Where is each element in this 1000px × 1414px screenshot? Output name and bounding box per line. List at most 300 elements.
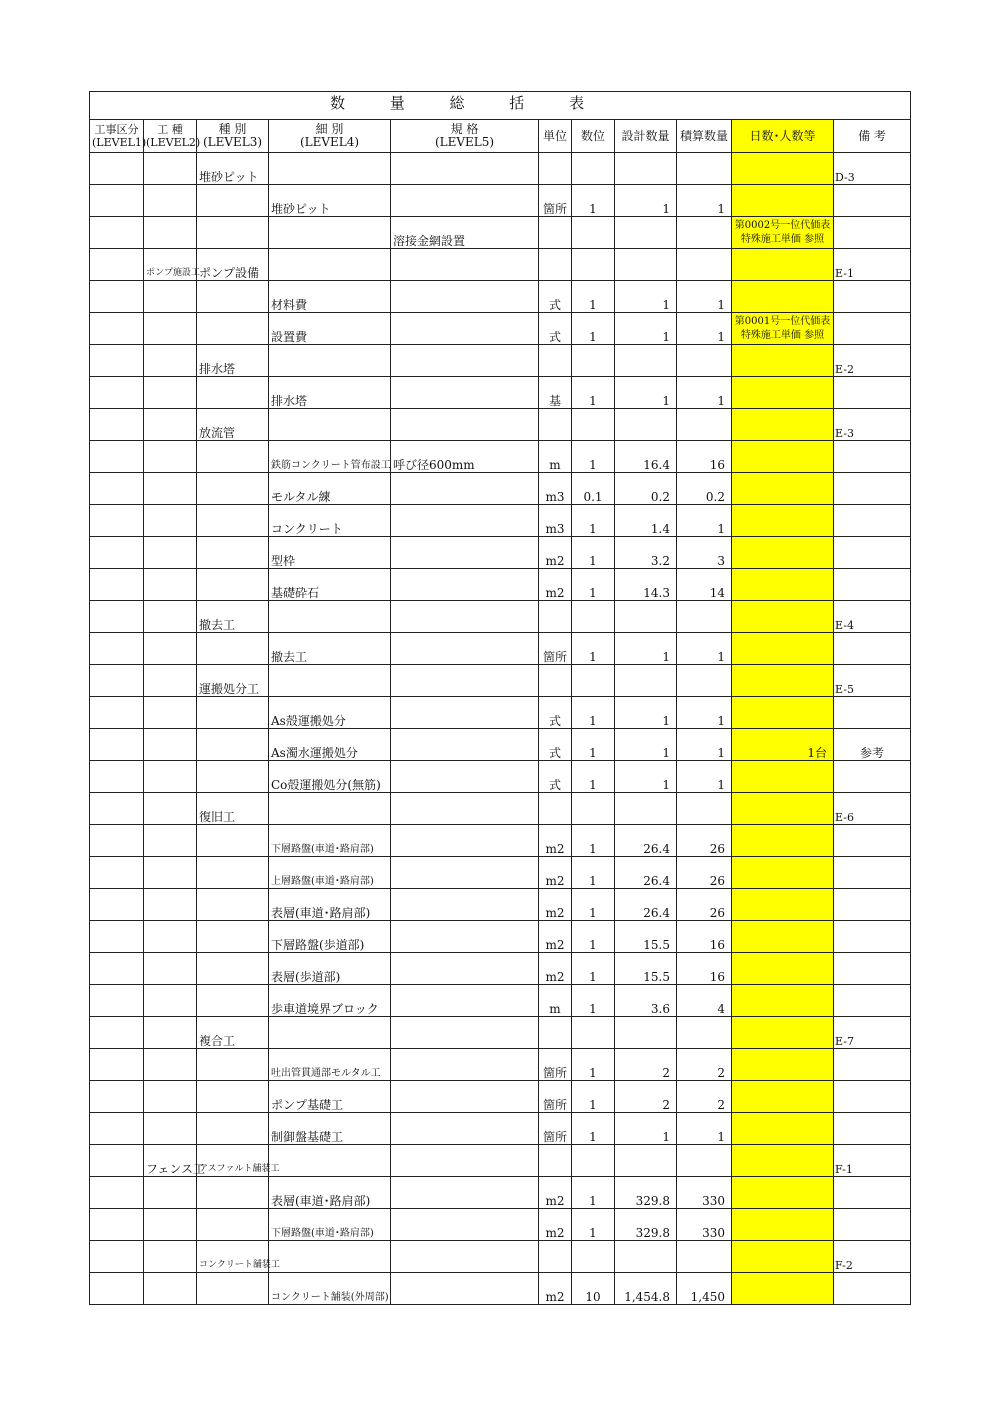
- cell-design-qty: 1: [615, 761, 677, 793]
- cell-unit: m3: [539, 473, 572, 505]
- cell-level3: 排水塔: [197, 345, 269, 377]
- cell-level4: 基礎砕石: [269, 569, 391, 601]
- table-row: [90, 1209, 911, 1241]
- cell-days: [732, 1177, 834, 1209]
- header-estimate-qty: 積算数量: [677, 120, 732, 153]
- cell-estimate-qty: [677, 345, 732, 377]
- cell-estimate-qty: 1: [677, 729, 732, 761]
- cell-count: [572, 1145, 615, 1177]
- cell-days: [732, 1145, 834, 1177]
- cell-design-qty: 3.2: [615, 537, 677, 569]
- cell-level4: 撤去工: [269, 633, 391, 665]
- cell-level4: 表層(車道･路肩部): [269, 1177, 391, 1209]
- cell-unit: [539, 601, 572, 633]
- cell-design-qty: 15.5: [615, 921, 677, 953]
- cell-level3: [197, 505, 269, 537]
- table-row: [90, 569, 911, 601]
- cell-level5: [391, 345, 539, 377]
- cell-level1: [90, 665, 144, 697]
- cell-level2: [144, 1209, 197, 1241]
- cell-unit: 箇所: [539, 1081, 572, 1113]
- cell-level4: 表層(車道･路肩部): [269, 889, 391, 921]
- cell-count: 1: [572, 505, 615, 537]
- cell-unit: m2: [539, 921, 572, 953]
- note-line-1: 第0002号一位代価表: [734, 219, 831, 231]
- cell-count: 1: [572, 697, 615, 729]
- cell-estimate-qty: 1: [677, 313, 732, 345]
- cell-level2: [144, 153, 197, 185]
- cell-estimate-qty: 26: [677, 889, 732, 921]
- cell-remarks: [834, 377, 911, 409]
- table-row: [90, 633, 911, 665]
- cell-unit: m2: [539, 825, 572, 857]
- cell-count: 0.1: [572, 473, 615, 505]
- cell-level1: [90, 281, 144, 313]
- cell-design-qty: 1: [615, 313, 677, 345]
- cell-design-qty: [615, 793, 677, 825]
- cell-level4: [269, 665, 391, 697]
- cell-level3: [197, 281, 269, 313]
- cell-design-qty: 2: [615, 1049, 677, 1081]
- cell-level3: [197, 1209, 269, 1241]
- cell-level5: [391, 185, 539, 217]
- cell-estimate-qty: 14: [677, 569, 732, 601]
- cell-unit: 式: [539, 761, 572, 793]
- cell-estimate-qty: 4: [677, 985, 732, 1017]
- cell-estimate-qty: [677, 1145, 732, 1177]
- cell-level3: コンクリート舗装工: [197, 1241, 269, 1273]
- cell-level2: [144, 857, 197, 889]
- cell-design-qty: [615, 345, 677, 377]
- cell-design-qty: 1: [615, 697, 677, 729]
- cell-level1: [90, 537, 144, 569]
- cell-level5: [391, 1081, 539, 1113]
- cell-design-qty: 1,454.8: [615, 1273, 677, 1305]
- cell-level5: [391, 1177, 539, 1209]
- table-row: [90, 409, 911, 441]
- cell-level1: [90, 409, 144, 441]
- cell-count: 1: [572, 985, 615, 1017]
- table-row: [90, 985, 911, 1017]
- cell-level3: [197, 217, 269, 249]
- cell-level2: [144, 409, 197, 441]
- table-row: [90, 153, 911, 185]
- table-row: [90, 1145, 911, 1177]
- cell-level3: [197, 985, 269, 1017]
- cell-level1: [90, 761, 144, 793]
- cell-unit: [539, 1017, 572, 1049]
- cell-remarks: [834, 633, 911, 665]
- cell-level5: [391, 953, 539, 985]
- cell-estimate-qty: 26: [677, 857, 732, 889]
- cell-design-qty: 14.3: [615, 569, 677, 601]
- cell-design-qty: 1: [615, 281, 677, 313]
- cell-level5: [391, 505, 539, 537]
- cell-level1: [90, 1241, 144, 1273]
- cell-count: 1: [572, 281, 615, 313]
- cell-level1: [90, 1017, 144, 1049]
- cell-level4: [269, 345, 391, 377]
- cell-level2: [144, 825, 197, 857]
- cell-count: 10: [572, 1273, 615, 1305]
- cell-level1: [90, 601, 144, 633]
- cell-days: [732, 921, 834, 953]
- table-row: [90, 601, 911, 633]
- cell-remarks: [834, 953, 911, 985]
- cell-level5: [391, 697, 539, 729]
- cell-unit: 箇所: [539, 1113, 572, 1145]
- cell-level1: [90, 697, 144, 729]
- cell-unit: m3: [539, 505, 572, 537]
- cell-unit: 箇所: [539, 633, 572, 665]
- cell-level3: [197, 697, 269, 729]
- cell-level1: [90, 345, 144, 377]
- cell-level4: [269, 1017, 391, 1049]
- cell-unit: 式: [539, 729, 572, 761]
- cell-count: [572, 345, 615, 377]
- cell-level2: [144, 793, 197, 825]
- cell-count: [572, 249, 615, 281]
- table-row: [90, 249, 911, 281]
- cell-level2: [144, 1113, 197, 1145]
- cell-design-qty: 329.8: [615, 1209, 677, 1241]
- cell-level5: [391, 1049, 539, 1081]
- cell-level4: 設置費: [269, 313, 391, 345]
- cell-level3: [197, 313, 269, 345]
- cell-level3: [197, 1177, 269, 1209]
- cell-level5: [391, 921, 539, 953]
- cell-days: [732, 281, 834, 313]
- cell-level3: [197, 825, 269, 857]
- cell-level3: [197, 857, 269, 889]
- cell-estimate-qty: [677, 601, 732, 633]
- cell-level2: [144, 345, 197, 377]
- cell-remarks: [834, 281, 911, 313]
- cell-estimate-qty: 16: [677, 921, 732, 953]
- cell-days: [732, 857, 834, 889]
- cell-days: [732, 185, 834, 217]
- cell-design-qty: [615, 1241, 677, 1273]
- cell-estimate-qty: 1: [677, 505, 732, 537]
- header-row: [90, 120, 911, 153]
- cell-estimate-qty: 3: [677, 537, 732, 569]
- cell-level4: 排水塔: [269, 377, 391, 409]
- cell-unit: [539, 249, 572, 281]
- cell-estimate-qty: 330: [677, 1177, 732, 1209]
- header-level1: 工事区分 (LEVEL1): [90, 120, 144, 153]
- cell-count: 1: [572, 185, 615, 217]
- cell-estimate-qty: [677, 793, 732, 825]
- cell-estimate-qty: [677, 249, 732, 281]
- cell-level1: [90, 313, 144, 345]
- cell-remarks: F-1: [834, 1145, 911, 1177]
- cell-estimate-qty: [677, 409, 732, 441]
- cell-level3: アスファルト舗装工: [197, 1145, 269, 1177]
- cell-unit: m2: [539, 537, 572, 569]
- table-row: [90, 1017, 911, 1049]
- cell-level4: As殻運搬処分: [269, 697, 391, 729]
- cell-count: 1: [572, 729, 615, 761]
- cell-level5: [391, 249, 539, 281]
- table-row: [90, 505, 911, 537]
- cell-level5: [391, 633, 539, 665]
- table-row: [90, 889, 911, 921]
- table-row: [90, 1081, 911, 1113]
- table-row: [90, 697, 911, 729]
- cell-level5: [391, 377, 539, 409]
- cell-level1: [90, 377, 144, 409]
- cell-level3: [197, 729, 269, 761]
- cell-estimate-qty: [677, 1017, 732, 1049]
- cell-remarks: [834, 697, 911, 729]
- cell-level3: [197, 921, 269, 953]
- cell-design-qty: 26.4: [615, 889, 677, 921]
- cell-days: [732, 377, 834, 409]
- cell-level1: [90, 1145, 144, 1177]
- cell-unit: 箇所: [539, 185, 572, 217]
- cell-estimate-qty: 26: [677, 825, 732, 857]
- cell-remarks: [834, 441, 911, 473]
- cell-level1: [90, 473, 144, 505]
- cell-design-qty: 1: [615, 1113, 677, 1145]
- table-row: [90, 1241, 911, 1273]
- cell-level2: [144, 665, 197, 697]
- cell-remarks: [834, 537, 911, 569]
- cell-level5: [391, 889, 539, 921]
- cell-level2: [144, 889, 197, 921]
- table-row: [90, 217, 911, 249]
- cell-level1: [90, 217, 144, 249]
- quantity-summary-table: [89, 91, 911, 1305]
- cell-unit: 式: [539, 697, 572, 729]
- cell-design-qty: 1: [615, 729, 677, 761]
- cell-unit: [539, 1241, 572, 1273]
- cell-level2: [144, 1017, 197, 1049]
- cell-level1: [90, 1081, 144, 1113]
- cell-level1: [90, 857, 144, 889]
- cell-days: [732, 1273, 834, 1305]
- cell-design-qty: 3.6: [615, 985, 677, 1017]
- cell-level3: [197, 537, 269, 569]
- cell-level5: [391, 601, 539, 633]
- cell-unit: [539, 409, 572, 441]
- cell-days: [732, 665, 834, 697]
- cell-level4: 下層路盤(歩道部): [269, 921, 391, 953]
- cell-level4: [269, 601, 391, 633]
- table-row: [90, 921, 911, 953]
- cell-level2: [144, 441, 197, 473]
- cell-remarks: [834, 217, 911, 249]
- cell-level3: 複合工: [197, 1017, 269, 1049]
- cell-level4: コンクリート: [269, 505, 391, 537]
- cell-estimate-qty: 2: [677, 1049, 732, 1081]
- note-line-1: 第0001号一位代価表: [734, 315, 831, 327]
- cell-design-qty: [615, 601, 677, 633]
- cell-level4: 上層路盤(車道･路肩部): [269, 857, 391, 889]
- cell-level3: [197, 1049, 269, 1081]
- cell-level5: [391, 825, 539, 857]
- header-days: 日数･人数等: [732, 120, 834, 153]
- cell-remarks: [834, 985, 911, 1017]
- header-count: 数位: [572, 120, 615, 153]
- cell-level4: モルタル練: [269, 473, 391, 505]
- cell-remarks: [834, 1113, 911, 1145]
- cell-remarks: [834, 857, 911, 889]
- cell-level5: [391, 857, 539, 889]
- cell-unit: m2: [539, 1209, 572, 1241]
- cell-count: 1: [572, 569, 615, 601]
- cell-count: 1: [572, 537, 615, 569]
- page-title: 数 量 総 括 表: [330, 94, 605, 112]
- table-row: [90, 473, 911, 505]
- cell-unit: m2: [539, 953, 572, 985]
- quantity-summary-sheet: [89, 91, 910, 1305]
- cell-days: [732, 889, 834, 921]
- cell-level4: [269, 409, 391, 441]
- cell-days: [732, 1081, 834, 1113]
- cell-unit: [539, 153, 572, 185]
- cell-estimate-qty: [677, 217, 732, 249]
- cell-count: 1: [572, 857, 615, 889]
- cell-remarks: F-2: [834, 1241, 911, 1273]
- header-remarks: 備 考: [834, 120, 911, 153]
- cell-count: [572, 1241, 615, 1273]
- cell-level2: [144, 601, 197, 633]
- cell-level2: [144, 1049, 197, 1081]
- cell-unit: [539, 793, 572, 825]
- cell-unit: m2: [539, 857, 572, 889]
- cell-level2: [144, 921, 197, 953]
- cell-level3: [197, 185, 269, 217]
- cell-remarks: E-7: [834, 1017, 911, 1049]
- cell-level5: [391, 793, 539, 825]
- cell-count: 1: [572, 761, 615, 793]
- cell-level3: [197, 953, 269, 985]
- cell-estimate-qty: 1,450: [677, 1273, 732, 1305]
- cell-level1: [90, 985, 144, 1017]
- cell-level4: 堆砂ピット: [269, 185, 391, 217]
- cell-level2: [144, 569, 197, 601]
- cell-days-note: [732, 217, 834, 249]
- cell-remarks: D-3: [834, 153, 911, 185]
- cell-level5: [391, 1273, 539, 1305]
- cell-level1: [90, 793, 144, 825]
- table-row: [90, 1177, 911, 1209]
- cell-level5: [391, 473, 539, 505]
- header-level2: 工 種 (LEVEL2): [144, 120, 197, 153]
- cell-remarks: E-2: [834, 345, 911, 377]
- cell-remarks: E-5: [834, 665, 911, 697]
- cell-level3: [197, 377, 269, 409]
- cell-count: 1: [572, 825, 615, 857]
- cell-days: [732, 1017, 834, 1049]
- cell-design-qty: 1: [615, 377, 677, 409]
- cell-estimate-qty: 1: [677, 281, 732, 313]
- cell-design-qty: 26.4: [615, 825, 677, 857]
- table-row: [90, 345, 911, 377]
- table-row: [90, 953, 911, 985]
- cell-level1: [90, 441, 144, 473]
- cell-unit: 基: [539, 377, 572, 409]
- cell-unit: [539, 665, 572, 697]
- table-row: [90, 185, 911, 217]
- cell-remarks: [834, 505, 911, 537]
- cell-level3: [197, 633, 269, 665]
- cell-level2: [144, 697, 197, 729]
- cell-level4: 制御盤基礎工: [269, 1113, 391, 1145]
- cell-level5: [391, 1017, 539, 1049]
- cell-estimate-qty: [677, 1241, 732, 1273]
- cell-remarks: [834, 473, 911, 505]
- cell-level5: 呼び径600mm: [391, 441, 539, 473]
- cell-level2: [144, 537, 197, 569]
- cell-count: [572, 793, 615, 825]
- cell-level1: [90, 921, 144, 953]
- cell-remarks: [834, 921, 911, 953]
- cell-estimate-qty: 330: [677, 1209, 732, 1241]
- cell-level3: ポンプ設備: [197, 249, 269, 281]
- cell-design-qty: 1: [615, 633, 677, 665]
- cell-days: [732, 825, 834, 857]
- cell-level2: [144, 505, 197, 537]
- cell-count: 1: [572, 377, 615, 409]
- cell-level1: [90, 185, 144, 217]
- cell-design-qty: [615, 217, 677, 249]
- cell-level4: 表層(歩道部): [269, 953, 391, 985]
- cell-design-qty: 15.5: [615, 953, 677, 985]
- cell-design-qty: 2: [615, 1081, 677, 1113]
- note-line-2: 特殊施工単価 参照: [740, 233, 825, 245]
- cell-level1: [90, 729, 144, 761]
- cell-estimate-qty: 1: [677, 761, 732, 793]
- cell-design-qty: 1: [615, 185, 677, 217]
- cell-level4: As濁水運搬処分: [269, 729, 391, 761]
- cell-estimate-qty: 1: [677, 1113, 732, 1145]
- cell-level1: [90, 1113, 144, 1145]
- header-level4: 細 別 (LEVEL4): [269, 120, 391, 153]
- cell-estimate-qty: [677, 153, 732, 185]
- cell-level2: [144, 633, 197, 665]
- cell-level5: [391, 665, 539, 697]
- cell-level1: [90, 153, 144, 185]
- cell-level3: 撤去工: [197, 601, 269, 633]
- cell-days: [732, 985, 834, 1017]
- cell-estimate-qty: [677, 665, 732, 697]
- cell-unit: [539, 1145, 572, 1177]
- note-line-2: 特殊施工単価 参照: [740, 329, 825, 341]
- cell-days: [732, 409, 834, 441]
- cell-days: [732, 697, 834, 729]
- cell-days: [732, 345, 834, 377]
- table-row: [90, 857, 911, 889]
- cell-remarks: [834, 1049, 911, 1081]
- cell-design-qty: [615, 153, 677, 185]
- cell-unit: m2: [539, 889, 572, 921]
- cell-level2: [144, 217, 197, 249]
- cell-level5: [391, 1145, 539, 1177]
- cell-remarks: [834, 569, 911, 601]
- header-level3: 種 別 (LEVEL3): [197, 120, 269, 153]
- cell-days: [732, 153, 834, 185]
- cell-remarks: [834, 1273, 911, 1305]
- cell-level3: 堆砂ピット: [197, 153, 269, 185]
- cell-estimate-qty: 0.2: [677, 473, 732, 505]
- cell-level4: 下層路盤(車道･路肩部): [269, 1209, 391, 1241]
- cell-level4: [269, 1241, 391, 1273]
- cell-level2: [144, 953, 197, 985]
- cell-level4: 材料費: [269, 281, 391, 313]
- cell-level4: [269, 153, 391, 185]
